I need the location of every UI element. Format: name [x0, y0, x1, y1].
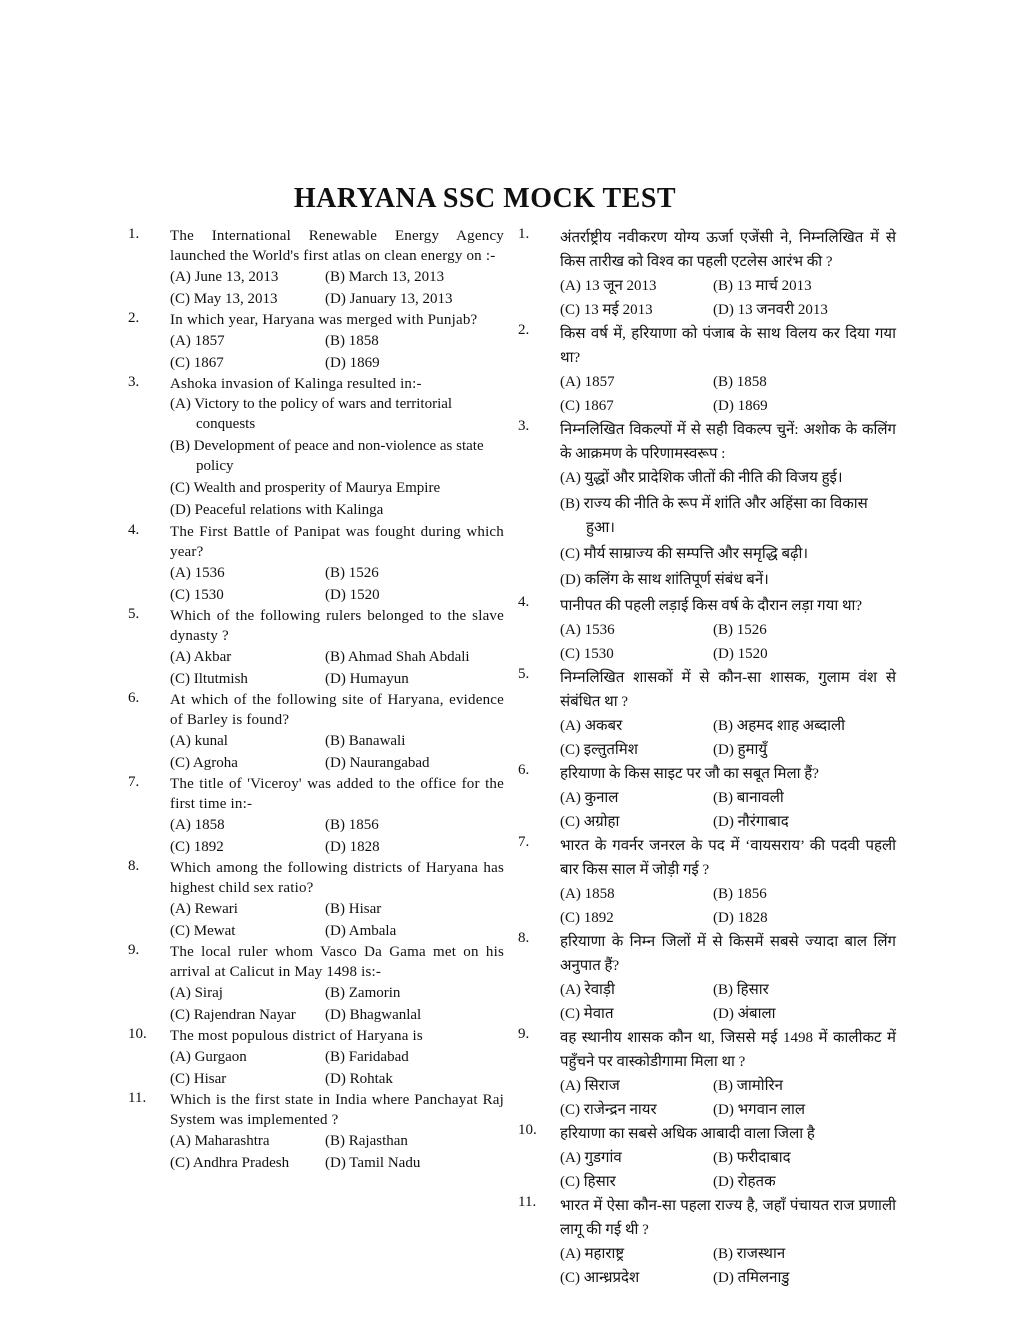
option-b: (B) March 13, 2013: [325, 269, 445, 285]
en-question-5: [128, 606, 504, 690]
hi-question-1: [518, 226, 896, 322]
question-number: 11.: [128, 1090, 147, 1106]
question-number: 11.: [518, 1194, 537, 1210]
hi-question-5: [518, 666, 896, 762]
options: [170, 730, 504, 774]
options: [170, 562, 504, 606]
hindi-questions-column: [518, 226, 896, 1290]
options: [560, 1074, 896, 1122]
option-b: (B) राज्य की नीति के रूप में शांति और अहिंसा का विकास हुआ।: [560, 496, 868, 536]
option-b: (B) Development of peace and non-violence as state policy: [170, 438, 484, 474]
question-text: भारत में ऐसा कौन-सा पहला राज्य है, जहाँ पंचायत राज प्रणाली लागू की गई थी ?: [560, 1198, 896, 1238]
option-c: (C) 1530: [170, 587, 224, 603]
question-number: 10.: [518, 1122, 537, 1138]
question-text: पानीपत की पहली लड़ाई किस वर्ष के दौरान लड़ा गया था?: [560, 598, 863, 614]
options: [170, 1046, 504, 1090]
option-b: (B) जामोरिन: [713, 1078, 783, 1094]
question-number: 4.: [128, 522, 140, 538]
option-a: (A) 1536: [560, 622, 615, 638]
option-c: (C) 1530: [560, 646, 614, 662]
question-text: Ashoka invasion of Kalinga resulted in:-: [170, 376, 422, 392]
hi-question-3: [518, 418, 896, 592]
option-d: (D) 1869: [713, 398, 768, 414]
question-text: किस वर्ष में, हरियाणा को पंजाब के साथ विलय कर दिया गया था?: [560, 326, 896, 366]
option-b: (B) 1858: [325, 333, 379, 349]
option-b: (B) फरीदाबाद: [713, 1150, 791, 1166]
question-number: 2.: [518, 322, 530, 338]
option-c: (C) Rajendran Nayar: [170, 1007, 296, 1023]
hi-question-6: [518, 762, 896, 834]
option-a: (A) युद्धों और प्रादेशिक जीतों की नीति की विजय हुई।: [560, 470, 843, 486]
question-text: The local ruler whom Vasco Da Gama met on his arrival at Calicut in May 1498 is:-: [170, 944, 504, 980]
option-a: (A) 1858: [170, 817, 225, 833]
page-title: HARYANA SSC MOCK TEST: [293, 183, 677, 214]
option-c: (C) 13 मई 2013: [560, 302, 653, 318]
options: [560, 618, 896, 666]
option-d: (D) Humayun: [325, 671, 409, 687]
option-a: (A) Akbar: [170, 649, 232, 665]
option-c: (C) मौर्य साम्राज्य की सम्पत्ति और समृद्धि बढ़ी।: [560, 546, 809, 562]
en-question-7: [128, 774, 504, 858]
en-question-6: [128, 690, 504, 774]
option-c: (C) Agroha: [170, 755, 238, 771]
en-question-8: [128, 858, 504, 942]
question-text: Which of the following rulers belonged to the slave dynasty ?: [170, 608, 504, 644]
options: [560, 466, 896, 592]
question-text: The most populous district of Haryana is: [170, 1028, 423, 1044]
options: [170, 394, 504, 520]
question-text: हरियाणा के निम्न जिलों में से किसमें सबसे ज्यादा बाल लिंग अनुपात हैं?: [560, 934, 896, 974]
option-b: (B) 13 मार्च 2013: [713, 278, 812, 294]
options: [560, 370, 896, 418]
option-b: (B) Zamorin: [325, 985, 401, 1001]
question-text: भारत के गवर्नर जनरल के पद में ‘वायसराय’ की पदवी पहली बार किस साल में जोड़ी गई ?: [560, 838, 896, 878]
question-text: The title of 'Viceroy' was added to the office for the first time in:-: [170, 776, 504, 812]
option-d: (D) नौरंगाबाद: [713, 814, 789, 830]
question-number: 9.: [518, 1026, 530, 1042]
options: [170, 1130, 504, 1174]
option-a: (A) 1858: [560, 886, 615, 902]
option-a: (A) महाराष्ट्र: [560, 1246, 625, 1262]
option-a: (A) 1857: [170, 333, 225, 349]
option-c: (C) 1867: [560, 398, 614, 414]
question-number: 2.: [128, 310, 140, 326]
option-d: (D) भगवान लाल: [713, 1102, 806, 1118]
option-b: (B) Ahmad Shah Abdali: [325, 649, 470, 665]
option-d: (D) 1520: [713, 646, 768, 662]
option-d: (D) Peaceful relations with Kalinga: [170, 502, 384, 518]
question-number: 7.: [518, 834, 530, 850]
option-d: (D) Rohtak: [325, 1071, 393, 1087]
option-d: (D) कलिंग के साथ शांतिपूर्ण संबंध बनें।: [560, 572, 769, 588]
option-d: (D) Ambala: [325, 923, 397, 939]
option-d: (D) Tamil Nadu: [325, 1155, 421, 1171]
option-d: (D) अंबाला: [713, 1006, 776, 1022]
options: [170, 814, 504, 858]
option-d: (D) 13 जनवरी 2013: [713, 302, 828, 318]
option-a: (A) अकबर: [560, 718, 623, 734]
option-a: (A) सिराज: [560, 1078, 620, 1094]
question-number: 8.: [518, 930, 530, 946]
option-b: (B) 1856: [325, 817, 379, 833]
option-d: (D) रोहतक: [713, 1174, 776, 1190]
english-questions-column: [128, 226, 504, 1174]
en-question-3: [128, 374, 504, 520]
option-b: (B) 1858: [713, 374, 767, 390]
option-c: (C) May 13, 2013: [170, 291, 278, 307]
en-question-4: [128, 522, 504, 606]
option-d: (D) 1869: [325, 355, 380, 371]
option-b: (B) Banawali: [325, 733, 406, 749]
options: [560, 274, 896, 322]
en-question-1: [128, 226, 504, 310]
option-c: (C) मेवात: [560, 1006, 614, 1022]
option-a: (A) 1857: [560, 374, 615, 390]
en-question-11: [128, 1090, 504, 1174]
question-text: निम्नलिखित शासकों में से कौन-सा शासक, गुलाम वंश से संबंधित था ?: [560, 670, 896, 710]
option-a: (A) Rewari: [170, 901, 238, 917]
question-number: 7.: [128, 774, 140, 790]
question-number: 3.: [518, 418, 530, 434]
options: [560, 786, 896, 834]
hi-question-11: [518, 1194, 896, 1290]
hi-question-10: [518, 1122, 896, 1194]
question-number: 9.: [128, 942, 140, 958]
question-text: हरियाणा के किस साइट पर जौ का सबूत मिला हैं?: [560, 766, 819, 782]
question-number: 3.: [128, 374, 140, 390]
question-number: 8.: [128, 858, 140, 874]
option-c: (C) Mewat: [170, 923, 236, 939]
option-d: (D) 1828: [713, 910, 768, 926]
question-number: 1.: [128, 226, 140, 242]
question-text: The First Battle of Panipat was fought during which year?: [170, 524, 504, 560]
question-number: 1.: [518, 226, 530, 242]
options: [560, 714, 896, 762]
option-d: (D) 1520: [325, 587, 380, 603]
question-text: The International Renewable Energy Agency launched the World's first atlas on clean energy on :-: [170, 228, 504, 264]
options: [170, 646, 504, 690]
en-question-10: [128, 1026, 504, 1090]
question-text: हरियाणा का सबसे अधिक आबादी वाला जिला है: [560, 1126, 815, 1142]
option-c: (C) Andhra Pradesh: [170, 1155, 290, 1171]
option-b: (B) बानावली: [713, 790, 784, 806]
option-b: (B) 1526: [325, 565, 379, 581]
option-d: (D) तमिलनाडु: [713, 1270, 790, 1286]
option-d: (D) January 13, 2013: [325, 291, 453, 307]
options: [170, 266, 504, 310]
options: [560, 1146, 896, 1194]
option-a: (A) Victory to the policy of wars and territorial conquests: [170, 396, 453, 432]
question-number: 6.: [128, 690, 140, 706]
option-a: (A) रेवाड़ी: [560, 982, 615, 998]
option-a: (A) 1536: [170, 565, 225, 581]
option-c: (C) Hisar: [170, 1071, 227, 1087]
option-d: (D) Naurangabad: [325, 755, 430, 771]
hi-question-7: [518, 834, 896, 930]
question-text: Which is the first state in India where Panchayat Raj System was implemented ?: [170, 1092, 504, 1128]
option-c: (C) 1867: [170, 355, 224, 371]
option-c: (C) Wealth and prosperity of Maurya Empire: [170, 480, 441, 496]
option-b: (B) 1856: [713, 886, 767, 902]
option-a: (A) Gurgaon: [170, 1049, 247, 1065]
option-d: (D) 1828: [325, 839, 380, 855]
question-number: 10.: [128, 1026, 147, 1042]
options: [170, 330, 504, 374]
en-question-9: [128, 942, 504, 1026]
question-text: In which year, Haryana was merged with Punjab?: [170, 312, 478, 328]
options: [560, 882, 896, 930]
option-b: (B) 1526: [713, 622, 767, 638]
question-text: Which among the following districts of Haryana has highest child sex ratio?: [170, 860, 504, 896]
option-b: (B) राजस्थान: [713, 1246, 786, 1262]
option-c: (C) 1892: [170, 839, 224, 855]
hi-question-8: [518, 930, 896, 1026]
option-c: (C) हिसार: [560, 1174, 616, 1190]
hi-question-9: [518, 1026, 896, 1122]
hi-question-4: [518, 594, 896, 666]
option-a: (A) kunal: [170, 733, 228, 749]
question-number: 5.: [518, 666, 530, 682]
question-number: 5.: [128, 606, 140, 622]
option-b: (B) Rajasthan: [325, 1133, 408, 1149]
question-text: At which of the following site of Haryana, evidence of Barley is found?: [170, 692, 504, 728]
option-d: (D) हुमायुँ: [713, 742, 768, 758]
option-c: (C) अग्रोहा: [560, 814, 620, 830]
en-question-2: [128, 310, 504, 374]
options: [170, 982, 504, 1026]
question-text: अंतर्राष्ट्रीय नवीकरण योग्य ऊर्जा एजेंसी ने, निम्नलिखित में से किस तारीख को विश्व का पहली एटलेस आरंभ की ?: [560, 230, 896, 270]
option-a: (A) June 13, 2013: [170, 269, 279, 285]
option-c: (C) इल्तुतमिश: [560, 742, 638, 758]
option-a: (A) Siraj: [170, 985, 223, 1001]
hi-question-2: [518, 322, 896, 418]
option-b: (B) हिसार: [713, 982, 769, 998]
question-number: 6.: [518, 762, 530, 778]
option-a: (A) गुडगांव: [560, 1150, 622, 1166]
option-c: (C) Iltutmish: [170, 671, 248, 687]
option-a: (A) कुनाल: [560, 790, 619, 806]
question-text: वह स्थानीय शासक कौन था, जिससे मई 1498 में कालीकट में पहुँचने पर वास्कोडीगामा मिला था ?: [560, 1030, 896, 1070]
options: [560, 1242, 896, 1290]
question-number: 4.: [518, 594, 530, 610]
option-a: (A) Maharashtra: [170, 1133, 270, 1149]
option-c: (C) 1892: [560, 910, 614, 926]
options: [170, 898, 504, 942]
option-c: (C) आन्ध्रप्रदेश: [560, 1270, 640, 1286]
options: [560, 978, 896, 1026]
option-b: (B) Faridabad: [325, 1049, 409, 1065]
option-b: (B) Hisar: [325, 901, 382, 917]
question-text: निम्नलिखित विकल्पों में से सही विकल्प चुनें: अशोक के कलिंग के आक्रमण के परिणामस्वरूप :: [560, 422, 896, 462]
option-a: (A) 13 जून 2013: [560, 278, 657, 294]
option-d: (D) Bhagwanlal: [325, 1007, 422, 1023]
option-b: (B) अहमद शाह अब्दाली: [713, 718, 846, 734]
option-c: (C) राजेन्द्रन नायर: [560, 1102, 657, 1118]
